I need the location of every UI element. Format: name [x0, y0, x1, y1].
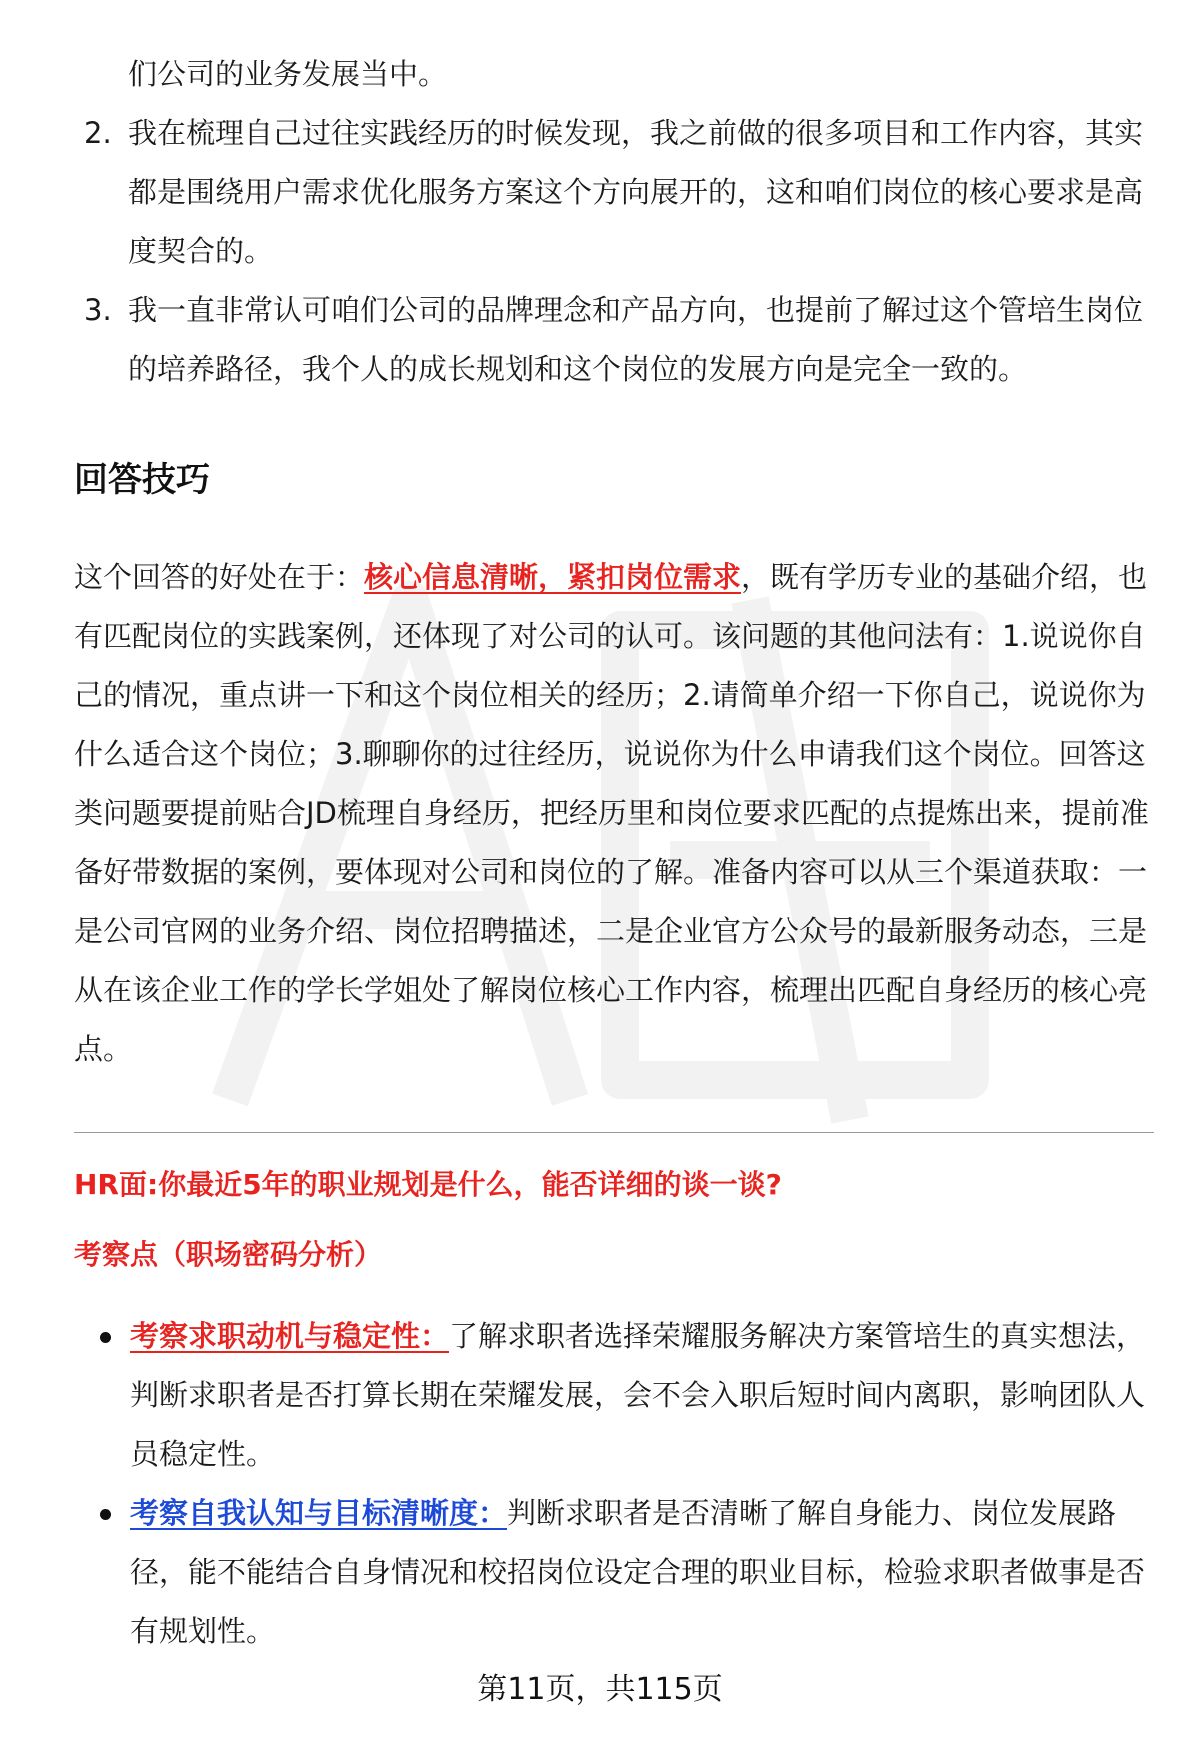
bullet-dot	[100, 1484, 130, 1661]
bullet-item	[100, 1307, 1150, 1484]
section-title: 回答技巧	[74, 460, 210, 500]
list-number: 3.	[84, 293, 112, 327]
list-item	[74, 281, 1154, 399]
tips-paragraph	[74, 548, 1154, 1079]
page-footer: 第11页，共115页	[477, 1672, 723, 1707]
bullet-body: 了解求职者选择荣耀服务解决方案管培生的真实想法，判断求职者是否打算长期在荣耀发展，会不会入职后短时间内离职，影响团队人员稳定性。	[130, 1319, 1146, 1471]
tips-intro: 这个回答的好处在于：	[74, 560, 365, 594]
bullet-dot	[100, 1307, 130, 1484]
divider	[74, 1132, 1154, 1133]
bullet-label: 考察自我认知与目标清晰度：	[130, 1496, 508, 1530]
list-number: 2.	[84, 116, 112, 150]
bullet-text	[130, 1307, 1150, 1484]
question-heading: HR面:你最近5年的职业规划是什么，能否详细的谈一谈?	[74, 1168, 782, 1201]
tips-highlight: 核心信息清晰，紧扣岗位需求	[364, 560, 742, 594]
list-text: 我在梳理自己过往实践经历的时候发现，我之前做的很多项目和工作内容，其实都是围绕用户需求优化服务方案这个方向展开的，这和咱们岗位的核心要求是高度契合的。	[128, 116, 1144, 268]
numbered-list	[74, 45, 1154, 399]
tips-body: ，既有学历专业的基础介绍，也有匹配岗位的实践案例，还体现了对公司的认可。该问题的其他问法有：1.说说你自己的情况，重点讲一下和这个岗位相关的经历；2.请简单介绍一下你自己，说说你为什么适合这个岗位；3.聊聊你的过往经历，说说你为什么申请我们这个岗位。回答这类问题要提前贴合JD梳理自身经历，把经历里和岗位要求匹配的点提炼出来，提前准备好带数据的案例，要体现对公司和岗位的了解。准备内容可以从三个渠道获取：一是公司官网的业务介绍、岗位招聘描述，二是企业官方公众号的最新服务动态，三是从在该企业工作的学长学姐处了解岗位核心工作内容，梳理出匹配自身经历的核心亮点。	[74, 560, 1149, 1066]
bullet-text	[130, 1484, 1150, 1661]
list-text: 们公司的业务发展当中。	[128, 57, 448, 91]
list-item	[74, 45, 1154, 104]
list-text: 我一直非常认可咱们公司的品牌理念和产品方向，也提前了解过这个管培生岗位的培养路径，我个人的成长规划和这个岗位的发展方向是完全一致的。	[128, 293, 1144, 386]
analysis-heading: 考察点（职场密码分析）	[74, 1238, 383, 1271]
bullet-body: 判断求职者是否清晰了解自身能力、岗位发展路径，能不能结合自身情况和校招岗位设定合理的职业目标，检验求职者做事是否有规划性。	[130, 1496, 1146, 1648]
bullet-item	[100, 1484, 1150, 1661]
list-item	[74, 104, 1154, 281]
bullet-label: 考察求职动机与稳定性：	[130, 1319, 450, 1353]
tips-text	[74, 548, 1154, 1079]
list-number	[74, 45, 128, 104]
bullet-list	[100, 1307, 1150, 1661]
